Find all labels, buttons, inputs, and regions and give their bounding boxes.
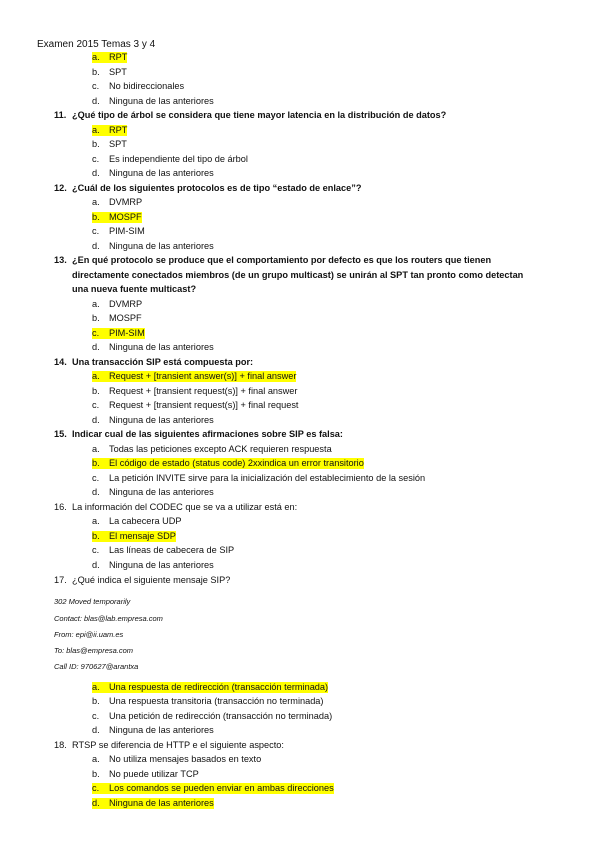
option-17-d: d. Ninguna de las anteriores (92, 725, 214, 735)
question-15: 15. Indicar cual de las siguientes afirmaciones sobre SIP es falsa: (54, 429, 343, 439)
option-13-d: d. Ninguna de las anteriores (92, 342, 214, 352)
option-16-b: b. El mensaje SDP (92, 531, 176, 541)
option-13-b: b. MOSPF (92, 313, 142, 323)
option-17-c: c. Una petición de redirección (transacción no terminada) (92, 711, 333, 721)
highlight: a. RPT (92, 52, 128, 62)
question-13-line-3: una nueva fuente multicast? (72, 284, 197, 294)
sip-message-line-1: 302 Moved temporarily (54, 597, 131, 606)
question-12: 12. ¿Cuál de los siguientes protocolos es de tipo “estado de enlace”? (54, 183, 362, 193)
option-top-d: d. Ninguna de las anteriores (92, 96, 214, 106)
option-18-a: a. No utiliza mensajes basados en texto (92, 754, 262, 764)
sip-message-line-2: Contact: blas@lab.empresa.com (54, 614, 163, 623)
option-12-d: d. Ninguna de las anteriores (92, 241, 214, 251)
option-14-d: d. Ninguna de las anteriores (92, 415, 214, 425)
option-11-a: a. RPT (92, 125, 128, 135)
option-14-b: b. Request + [transient request(s)] + final answer (92, 386, 298, 396)
option-18-b: b. No puede utilizar TCP (92, 769, 199, 779)
option-15-c: c. La petición INVITE sirve para la inicialización del establecimiento de la sesión (92, 473, 426, 483)
option-16-d: d. Ninguna de las anteriores (92, 560, 214, 570)
question-17: 17. ¿Qué indica el siguiente mensaje SIP? (54, 575, 231, 585)
option-top-c: c. No bidireccionales (92, 81, 185, 91)
question-16: 16. La información del CODEC que se va a utilizar está en: (54, 502, 298, 512)
option-14-c: c. Request + [transient request(s)] + final request (92, 400, 299, 410)
option-18-c: c. Los comandos se pueden enviar en ambas direcciones (92, 783, 334, 793)
option-13-c: c. PIM-SIM (92, 328, 145, 338)
question-13: 13. ¿En qué protocolo se produce que el comportamiento por defecto es que los routers que tienen (54, 255, 492, 265)
page-header: Examen 2015 Temas 3 y 4 (37, 39, 156, 50)
option-12-a: a. DVMRP (92, 197, 143, 207)
question-11: 11. ¿Qué tipo de árbol se considera que tiene mayor latencia en la distribución de datos? (54, 110, 447, 120)
option-13-a: a. DVMRP (92, 299, 143, 309)
sip-message-line-4: To: blas@empresa.com (54, 646, 134, 655)
option-11-c: c. Es independiente del tipo de árbol (92, 154, 248, 164)
option-12-b: b. MOSPF (92, 212, 142, 222)
question-13-line-2: directamente conectados miembros (de un grupo multicast) se unirán al SPT tan pronto como detectan (72, 270, 524, 280)
option-15-d: d. Ninguna de las anteriores (92, 487, 214, 497)
option-top-b: b. SPT (92, 67, 127, 77)
option-17-b: b. Una respuesta transitoria (transacción no terminada) (92, 696, 324, 706)
option-15-a: a. Todas las peticiones excepto ACK requieren respuesta (92, 444, 332, 454)
option-11-b: b. SPT (92, 139, 127, 149)
option-12-c: c. PIM-SIM (92, 226, 145, 236)
option-11-d: d. Ninguna de las anteriores (92, 168, 214, 178)
sip-message-line-5: Call ID: 970627@arantxa (54, 662, 139, 671)
option-top-a (92, 52, 127, 63)
option-16-a: a. La cabecera UDP (92, 516, 182, 526)
option-15-b: b. El código de estado (status code) 2xxindica un error transitorio (92, 458, 364, 468)
option-17-a: a. Una respuesta de redirección (transacción terminada) (92, 682, 329, 692)
question-18: 18. RTSP se diferencia de HTTP e el siguiente aspecto: (54, 740, 284, 750)
option-14-a: a. Request + [transient answer(s)] + final answer (92, 371, 297, 381)
question-14: 14. Una transacción SIP está compuesta por: (54, 357, 254, 367)
option-18-d: d. Ninguna de las anteriores (92, 798, 214, 808)
option-16-c: c. Las líneas de cabecera de SIP (92, 545, 235, 555)
sip-message-line-3: From: epi@ii.uam.es (54, 630, 124, 639)
